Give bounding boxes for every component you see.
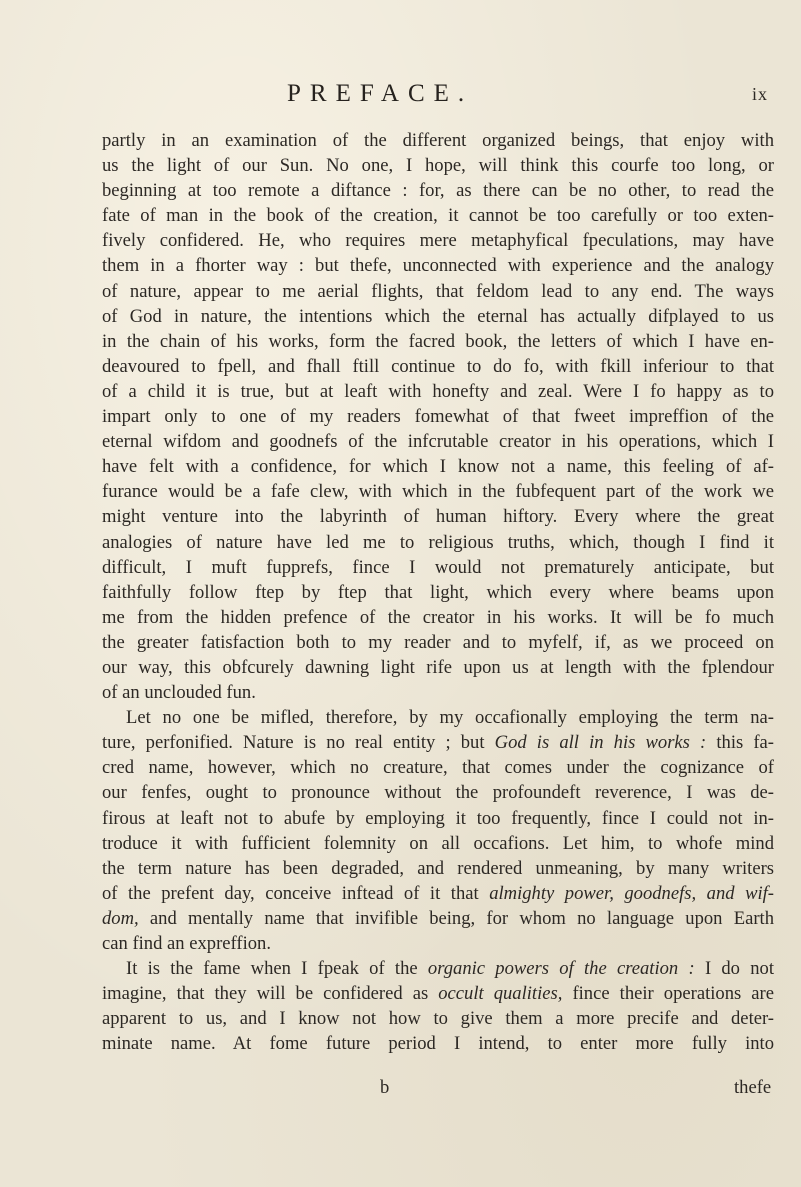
italic-phrase: almighty power, goodnefs, and wif-: [489, 882, 774, 904]
text-line: of a child it is true, but at leaft with honefty and zeal. Were I fo happy as to: [102, 380, 774, 402]
text-line: [102, 956, 774, 981]
text-line: eternal wifdom and goodnefs of the infcrutable creator in his operations, which I: [102, 431, 774, 453]
text-line: have felt with a confidence, for which I know not a name, this feeling of af-: [102, 456, 774, 478]
page-number: ix: [752, 84, 769, 104]
text-line: them in a fhorter way : but thefe, unconnected with experience and the analogy: [102, 255, 774, 277]
text-line: [102, 730, 774, 755]
text-run: imagine, that they will be confidered as: [102, 983, 439, 1005]
text-line: troduce it with fufficient folemnity on all occafions. Let him, to whofe mind: [102, 832, 774, 854]
signature-mark: b: [380, 1077, 390, 1098]
text-line: of nature, appear to me aerial flights, that feldom lead to any end. The ways: [102, 280, 774, 302]
italic-phrase: organic powers of the creation :: [427, 958, 695, 980]
italic-phrase: occult qualities,: [438, 983, 563, 1005]
text-run: this fa-: [706, 732, 774, 754]
text-run: and mentally name that invifible being, for whom no language upon Earth: [138, 907, 774, 929]
running-title: PREFACE.: [287, 80, 474, 107]
page-footer: [0, 1077, 801, 1103]
text-line: faithfully follow ftep by ftep that light, which every where beams upon: [102, 581, 774, 603]
text-line: might venture into the labyrinth of human hiftory. Every where the great: [102, 506, 774, 528]
text-line: Let no one be mifled, therefore, by my occafionally employing the term na-: [126, 707, 774, 729]
text-line: us the light of our Sun. No one, I hope, will think this courfe too long, or: [102, 155, 774, 177]
text-line: partly in an examination of the different organized beings, that enjoy with: [102, 130, 774, 151]
text-line: [102, 881, 774, 906]
text-line: difficult, I muft fupprefs, fince I would not prematurely anticipate, but: [102, 556, 774, 578]
text-line: me from the hidden prefence of the creator in his works. It will be fo much: [102, 606, 774, 628]
text-line: cred name, however, which no creature, that comes under the cognizance of: [102, 757, 774, 779]
text-line: analogies of nature have led me to religious truths, which, though I find it: [102, 531, 774, 553]
text-line: the greater fatisfaction both to my reader and to myfelf, if, as we proceed on: [102, 631, 774, 653]
text-line: our fenfes, ought to pronounce without the profoundeft reverence, I was de-: [102, 782, 774, 804]
preface-body-text: [102, 128, 774, 1056]
text-line: deavoured to fpell, and fhall ftill continue to do fo, with fkill inferiour to that: [102, 355, 774, 377]
text-line: apparent to us, and I know not how to give them a more precife and deter-: [102, 1008, 774, 1030]
italic-phrase: dom,: [102, 907, 139, 929]
text-line: [102, 981, 774, 1006]
catchword: thefe: [734, 1077, 772, 1098]
text-line: of an unclouded fun.: [102, 682, 256, 704]
text-line: furance would be a fafe clew, with which in the fubfequent part of the work we: [102, 481, 774, 503]
text-line: minate name. At fome future period I intend, to enter more fully into: [102, 1033, 774, 1055]
text-run: of the prefent day, conceive inftead of it that: [102, 882, 490, 904]
text-line: firous at leaft not to abufe by employing it too frequently, fince I could not in-: [102, 807, 774, 829]
text-run: It is the fame when I fpeak of the: [126, 958, 428, 980]
text-run: ture, perfonified. Nature is no real entity ; but: [102, 732, 495, 754]
text-line: beginning at too remote a diftance : for, as there can be no other, to read the: [102, 180, 774, 202]
text-line: of God in nature, the intentions which the eternal has actually difplayed to us: [102, 305, 774, 327]
text-line: can find an expreffion.: [102, 933, 271, 954]
text-line: fate of man in the book of the creation, it cannot be too carefully or too exten-: [102, 205, 774, 227]
text-line: impart only to one of my readers fomewhat of that fweet impreffion of the: [102, 406, 774, 428]
text-run: I do not: [694, 958, 774, 980]
running-head: [0, 74, 801, 114]
text-line: [102, 906, 774, 931]
text-line: fively confidered. He, who requires mere metaphyfical fpeculations, may have: [102, 230, 774, 252]
text-line: in the chain of his works, form the facred book, the letters of which I have en-: [102, 330, 774, 352]
text-line: our way, this obfcurely dawning light rife upon us at length with the fplendour: [102, 656, 774, 678]
text-line: the term nature has been degraded, and rendered unmeaning, by many writers: [102, 857, 774, 879]
text-run: fince their operations are: [562, 983, 774, 1005]
italic-phrase: God is all in his works :: [494, 732, 707, 754]
